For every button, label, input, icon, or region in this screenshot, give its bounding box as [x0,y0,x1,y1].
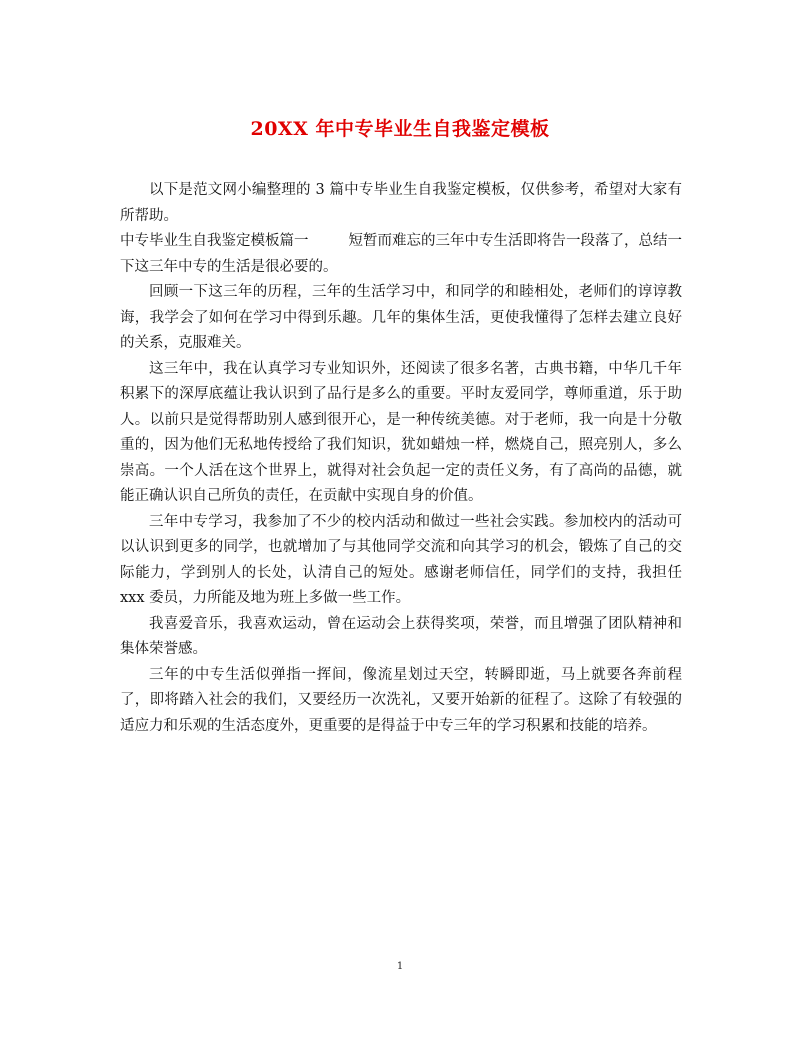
body-paragraph: 回顾一下这三年的历程，三年的生活学习中，和同学的和睦相处，老师们的谆谆教诲，我学会了如何在学习中得到乐趣。几年的集体生活，更使我懂得了怎样去建立良好的关系，克服难关。 [120,284,682,351]
section-heading: 中专毕业生自我鉴定模板篇一 [120,233,309,249]
body-paragraph: 三年的中专生活似弹指一挥间，像流星划过天空，转瞬即逝，马上就要各奔前程了，即将踏入社会的我们，又要经历一次洗礼，又要开始新的征程了。这除了有较强的适应力和乐观的生活态度外，更重要的是得益于中专三年的学习积累和技能的培养。 [120,666,682,734]
document-body [120,178,682,739]
body-paragraph: 这三年中，我在认真学习专业知识外，还阅读了很多名著，古典书籍，中华几千年积累下的深厚底蕴让我认识到了品行是多么的重要。平时友爱同学，尊师重道，乐于助人。以前只是觉得帮助别人感到很开心，是一种传统美德。对于老师，我一向是十分敬重的，因为他们无私地传授给了我们知识，犹如蜡烛一样，燃烧自己，照亮别人，多么崇高。一个人活在这个世界上，就得对社会负起一定的责任义务，有了高尚的品德，就能正确认识自己所负的责任，在贡献中实现自身的价值。 [120,360,682,504]
section-first-paragraph [120,229,682,280]
body-paragraph: 我喜爱音乐，我喜欢运动，曾在运动会上获得奖项，荣誉，而且增强了团队精神和集体荣誉感。 [120,615,682,657]
intro-paragraph: 以下是范文网小编整理的 3 篇中专毕业生自我鉴定模板，仅供参考，希望对大家有所帮助。 [120,182,682,224]
document-title: 20XX 年中专毕业生自我鉴定模板 [250,118,550,140]
page-number: 1 [396,961,404,972]
body-paragraph: 三年中专学习，我参加了不少的校内活动和做过一些社会实践。参加校内的活动可以认识到更多的同学，也就增加了与其他同学交流和向其学习的机会，锻炼了自己的交际能力，学到别人的长处，认清自己的短处。感谢老师信任，同学们的支持，我担任 xxx 委员，力所能及地为班上多做一些工作。 [120,513,682,606]
section-first-text: 短暂而难忘的三年中专生活即将告一段落了，总结一下这三年中专的生活是很必要的。 [120,233,682,275]
